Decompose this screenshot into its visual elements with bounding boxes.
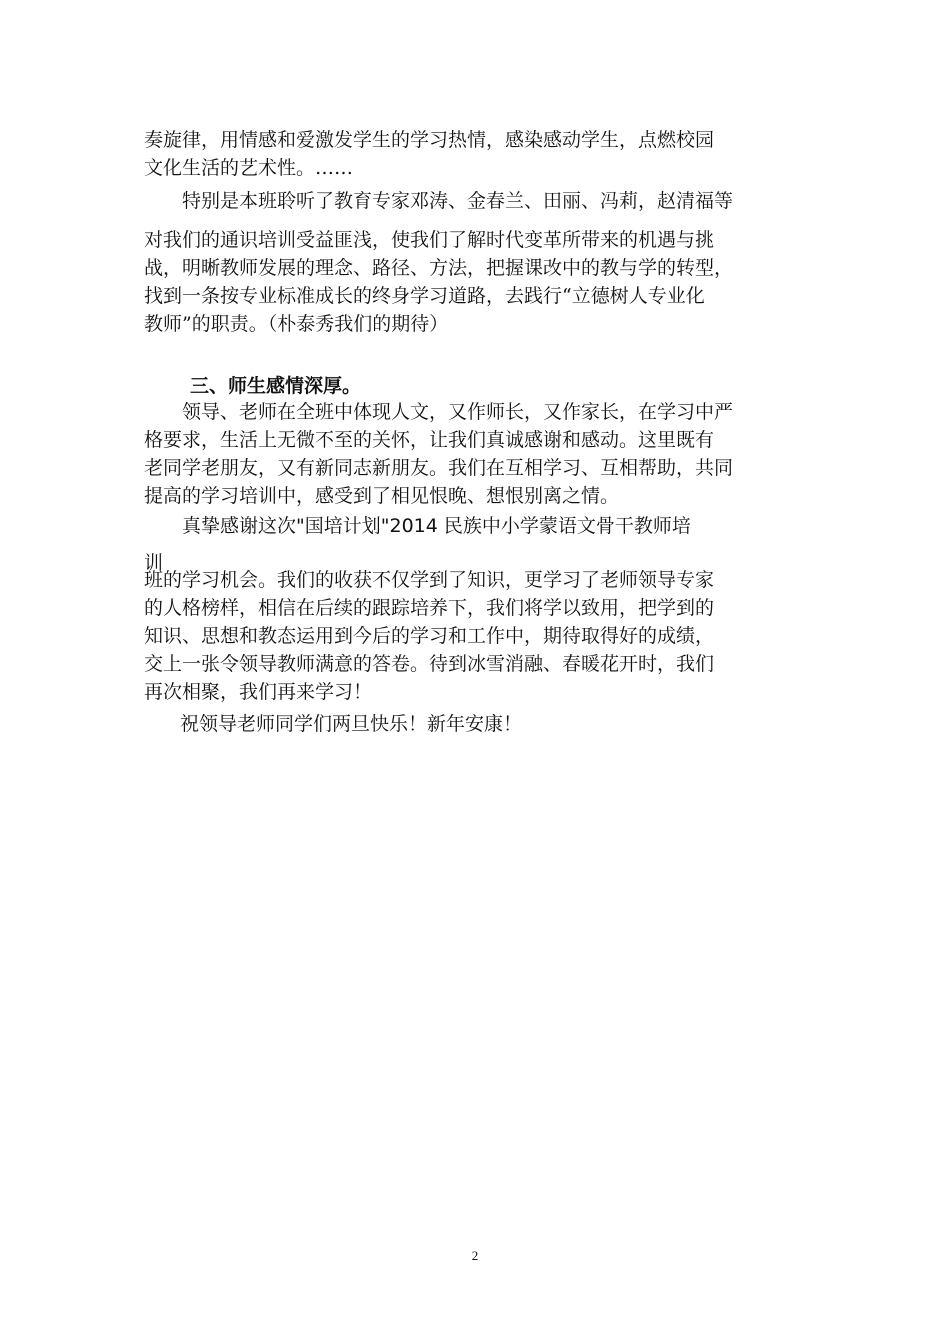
- paragraph-thanks-first: [144, 512, 810, 540]
- text-line: 真挚感谢这次"国培计划"2014 民族中小学蒙语文骨干教师培: [182, 515, 691, 537]
- text-line: 再次相聚，我们再来学习！: [144, 681, 373, 703]
- paragraph-thanks-body: [144, 566, 810, 706]
- text-line: 领导、老师在全班中体现人文，又作师长，又作家长，在学习中严: [182, 401, 734, 423]
- paragraph-experts-cont: [144, 226, 810, 338]
- text-line: 找到一条按专业标准成长的终身学习道路，去践行“立德树人专业化: [144, 285, 705, 307]
- text-line: 的人格榜样，相信在后续的跟踪培养下，我们将学以致用，把学到的: [144, 597, 715, 619]
- text-line: 提高的学习培训中，感受到了相见恨晚、想恨别离之情。: [144, 485, 620, 507]
- paragraph-continuation: [144, 126, 810, 182]
- text-line: 格要求，生活上无微不至的关怀，让我们真诚感谢和感动。这里既有: [144, 429, 715, 451]
- paragraph-experts: [144, 187, 810, 215]
- text-line: 老同学老朋友，又有新同志新朋友。我们在互相学习、互相帮助，共同: [144, 457, 734, 479]
- text-line: 文化生活的艺术性。……: [144, 157, 354, 179]
- text-line: 祝领导老师同学们两旦快乐！新年安康！: [180, 713, 523, 735]
- page-number: 2: [471, 1248, 479, 1263]
- text-line: 交上一张令领导教师满意的答卷。待到冰雪消融、春暖花开时，我们: [144, 653, 715, 675]
- section-heading: 三、师生感情深厚。: [190, 375, 362, 397]
- text-line: 对我们的通识培训受益匪浅，使我们了解时代变革所带来的机遇与挑: [144, 229, 715, 251]
- text-line: 奏旋律，用情感和爱激发学生的学习热情，感染感动学生，点燃校园: [144, 129, 715, 151]
- text-line: 教师”的职责。（朴泰秀我们的期待）: [144, 313, 449, 335]
- text-line: 知识、思想和教态运用到今后的学习和工作中，期待取得好的成绩，: [144, 625, 715, 647]
- closing-greeting: [144, 710, 810, 738]
- text-line: 训: [144, 552, 164, 574]
- paragraph-teacher-student: [144, 398, 810, 510]
- text-line: 战，明晰教师发展的理念、路径、方法，把握课改中的教与学的转型，: [144, 257, 734, 279]
- text-line: 特别是本班聆听了教育专家邓涛、金春兰、田丽、冯莉，赵清福等: [182, 190, 734, 212]
- text-line: 班的学习机会。我们的收获不仅学到了知识，更学习了老师领导专家: [144, 569, 715, 591]
